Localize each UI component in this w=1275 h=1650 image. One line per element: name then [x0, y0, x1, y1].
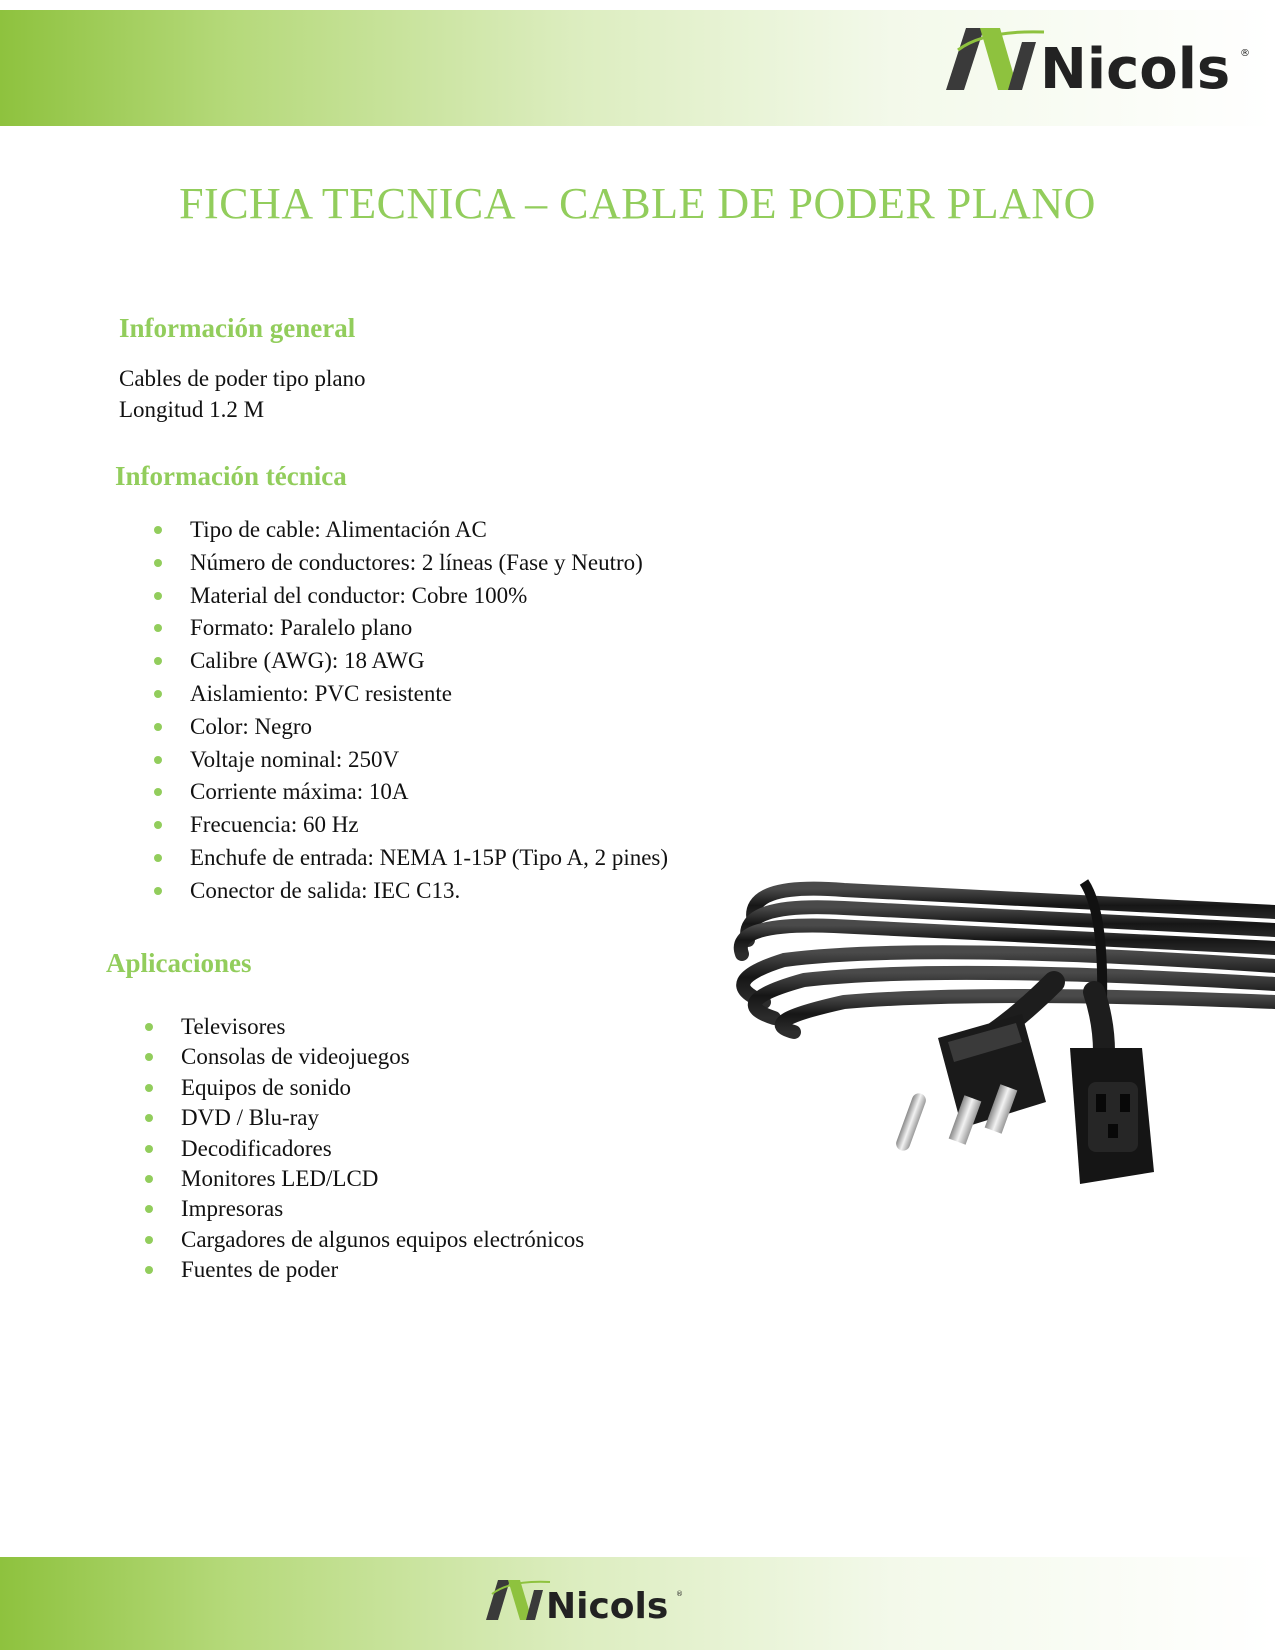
list-item: Consolas de videojuegos: [181, 1042, 584, 1072]
bullet-icon: [154, 624, 162, 632]
svg-text:®: ®: [676, 1590, 683, 1598]
nicols-logo-footer: [484, 1574, 684, 1626]
section-heading-applications: Aplicaciones: [106, 948, 252, 978]
list-item: Televisores: [181, 1012, 584, 1042]
bullet-icon: [154, 592, 162, 600]
list-item: Voltaje nominal: 250V: [190, 744, 668, 777]
bullet-icon: [145, 1023, 153, 1031]
page-title: FICHA TECNICA – CABLE DE PODER PLANO: [179, 179, 1096, 228]
list-item: Fuentes de poder: [181, 1255, 584, 1285]
list-item: Equipos de sonido: [181, 1073, 584, 1103]
list-item: Conector de salida: IEC C13.: [190, 875, 668, 908]
section-heading-technical: Información técnica: [115, 461, 347, 491]
bullet-icon: [145, 1114, 153, 1122]
bullet-icon: [154, 854, 162, 862]
list-item: Frecuencia: 60 Hz: [190, 809, 668, 842]
section-heading-general: Información general: [119, 313, 356, 343]
bullet-icon: [154, 657, 162, 665]
bullet-icon: [145, 1266, 153, 1274]
general-line-type: Cables de poder tipo plano: [119, 366, 366, 391]
bullet-icon: [145, 1084, 153, 1092]
svg-text:®: ®: [1240, 48, 1250, 59]
list-item: DVD / Blu-ray: [181, 1103, 584, 1133]
bullet-icon: [145, 1236, 153, 1244]
bullet-icon: [145, 1053, 153, 1061]
list-item: Cargadores de algunos equipos electrónicos: [181, 1225, 584, 1255]
applications-list: [181, 1012, 584, 1286]
bullet-icon: [154, 723, 162, 731]
list-item: Enchufe de entrada: NEMA 1-15P (Tipo A, 2 pines): [190, 842, 668, 875]
list-item: Impresoras: [181, 1194, 584, 1224]
bullet-icon: [154, 526, 162, 534]
list-item: Material del conductor: Cobre 100%: [190, 580, 668, 613]
list-item: Aislamiento: PVC resistente: [190, 678, 668, 711]
bullet-icon: [154, 690, 162, 698]
list-item: Corriente máxima: 10A: [190, 776, 668, 809]
bullet-icon: [154, 821, 162, 829]
svg-text:Nicols: Nicols: [546, 1586, 669, 1626]
general-line-length: Longitud 1.2 M: [119, 397, 265, 422]
technical-spec-list: [190, 514, 668, 908]
list-item: Monitores LED/LCD: [181, 1164, 584, 1194]
list-item: Formato: Paralelo plano: [190, 612, 668, 645]
nicols-logo-header: [944, 20, 1254, 100]
list-item: Número de conductores: 2 líneas (Fase y Neutro): [190, 547, 668, 580]
list-item: Tipo de cable: Alimentación AC: [190, 514, 668, 547]
power-cable-product-image: [724, 842, 1275, 1230]
bullet-icon: [145, 1175, 153, 1183]
bullet-icon: [154, 887, 162, 895]
list-item: Calibre (AWG): 18 AWG: [190, 645, 668, 678]
bullet-icon: [145, 1145, 153, 1153]
bullet-icon: [154, 559, 162, 567]
bullet-icon: [154, 788, 162, 796]
list-item: Color: Negro: [190, 711, 668, 744]
list-item: Decodificadores: [181, 1134, 584, 1164]
svg-text:Nicols: Nicols: [1040, 37, 1231, 100]
bullet-icon: [145, 1205, 153, 1213]
bullet-icon: [154, 756, 162, 764]
